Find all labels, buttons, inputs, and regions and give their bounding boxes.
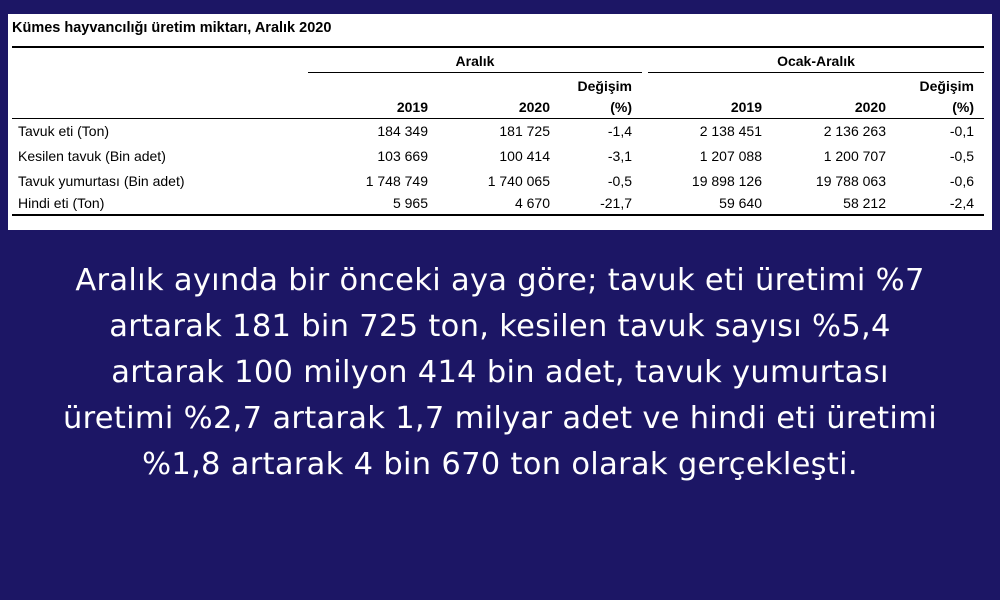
col-header-ocak-2019: 2019	[730, 99, 762, 115]
row-label: Tavuk eti (Ton)	[18, 123, 110, 139]
news-caption: Aralık ayında bir önceki aya göre; tavuk eti üretimi %7 artarak 181 bin 725 ton, kesilen tavuk sayısı %5,4 artarak 100 milyon 414 bin adet, tavuk yumurtası üretimi %2,7 artarak 1,7 milyar adet ve hindi eti üretimi %1,8 artarak 4 bin 670 ton olarak gerçekleşti.	[63, 263, 937, 482]
col-header-ocak-pct: (%)	[952, 99, 974, 115]
cell-ocak-change: -0,1	[949, 123, 974, 139]
cell-ocak-2019: 19 898 126	[691, 173, 762, 189]
table-title: Kümes hayvancılığı üretim miktarı, Aralık 2020	[12, 20, 332, 36]
cell-ocak-2020: 2 136 263	[823, 123, 886, 139]
col-header-aralik-pct: (%)	[610, 99, 632, 115]
aralik-underline	[308, 72, 642, 73]
cell-aralik-2019: 1 748 749	[365, 173, 428, 189]
cell-aralik-2020: 4 670	[514, 195, 550, 211]
cell-ocak-2019: 59 640	[719, 195, 762, 211]
cell-ocak-2020: 19 788 063	[815, 173, 886, 189]
cell-ocak-change: -0,5	[949, 148, 974, 164]
cell-ocak-2020: 58 212	[843, 195, 886, 211]
cell-ocak-change: -2,4	[949, 195, 974, 211]
cell-aralik-2020: 1 740 065	[487, 173, 550, 189]
cell-aralik-2019: 103 669	[377, 148, 428, 164]
cell-aralik-change: -3,1	[607, 148, 632, 164]
row-label: Hindi eti (Ton)	[18, 195, 105, 211]
group-header-ocak-aralik: Ocak-Aralık	[777, 53, 855, 69]
cell-ocak-change: -0,6	[949, 173, 974, 189]
ocak-aralik-underline	[648, 72, 984, 73]
header-rule	[12, 118, 984, 119]
top-rule	[12, 46, 984, 48]
row-label: Tavuk yumurtası (Bin adet)	[18, 173, 185, 189]
cell-aralik-2020: 100 414	[499, 148, 550, 164]
col-header-aralik-degisim: Değişim	[577, 78, 632, 94]
cell-aralik-change: -21,7	[600, 195, 632, 211]
bottom-rule	[12, 214, 984, 216]
cell-aralik-2019: 5 965	[392, 195, 428, 211]
cell-aralik-change: -1,4	[607, 123, 632, 139]
cell-aralik-2020: 181 725	[499, 123, 550, 139]
production-table-panel	[8, 14, 992, 230]
cell-ocak-2019: 2 138 451	[699, 123, 762, 139]
col-header-ocak-degisim: Değişim	[919, 78, 974, 94]
row-label: Kesilen tavuk (Bin adet)	[18, 148, 166, 164]
col-header-aralik-2019: 2019	[396, 99, 428, 115]
cell-aralik-2019: 184 349	[377, 123, 428, 139]
cell-aralik-change: -0,5	[607, 173, 632, 189]
col-header-aralik-2020: 2020	[518, 99, 550, 115]
cell-ocak-2019: 1 207 088	[699, 148, 762, 164]
col-header-ocak-2020: 2020	[854, 99, 886, 115]
group-header-aralik: Aralık	[455, 53, 495, 69]
cell-ocak-2020: 1 200 707	[823, 148, 886, 164]
